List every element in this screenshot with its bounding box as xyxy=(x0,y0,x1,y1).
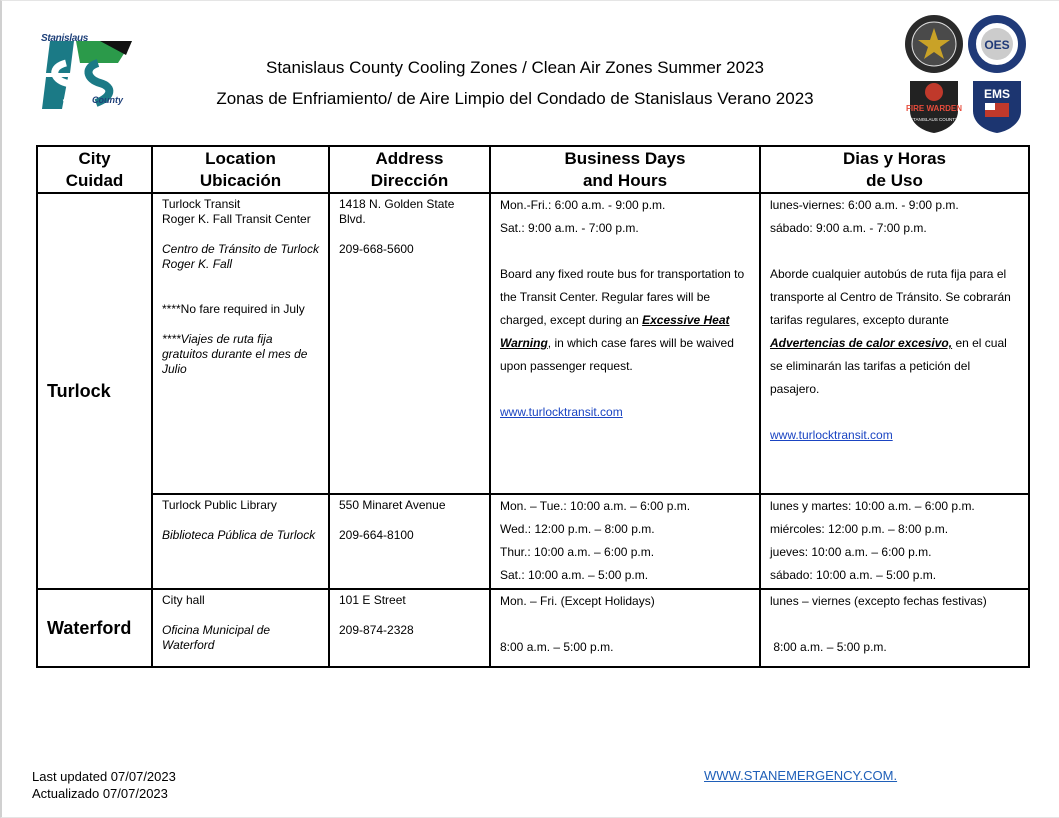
location-turlock-library xyxy=(152,494,329,589)
horas-dias: lunes – viernes (excepto fechas festivas) xyxy=(770,594,987,608)
header-city-en: City xyxy=(78,149,111,168)
address-turlock-library xyxy=(329,494,490,589)
stanemergency-link[interactable]: WWW.STANEMERGENCY.COM. xyxy=(704,768,898,783)
street-address: 1418 N. Golden State Blvd. xyxy=(339,197,455,226)
header-hours-line2: and Hours xyxy=(582,171,668,190)
transit-description-es xyxy=(770,263,1020,401)
location-subname-es: Roger K. Fall xyxy=(162,257,233,271)
header-address-es: Dirección xyxy=(370,171,449,190)
hours-line: Thur.: 10:00 a.m. – 6:00 p.m. xyxy=(500,545,655,559)
fire-warden-county: STANISLAUS COUNTY xyxy=(910,117,958,122)
desc-es-text-b: en el cual se eliminarán las tarifas a petición del pasajero. xyxy=(770,336,1007,396)
fare-note-es: ****Viajes de ruta fija gratuitos durante el mes de Julio xyxy=(162,332,308,376)
hours-en-waterford xyxy=(490,589,760,667)
excessive-heat-warning: Excessive Heat Warning xyxy=(500,313,730,350)
page-title-english: Stanislaus County Cooling Zones / Clean Air Zones Summer 2023 xyxy=(266,58,764,77)
header-location-es: Ubicación xyxy=(199,171,282,190)
stanislaus-county-logo xyxy=(40,33,132,113)
hours-en-turlock-transit xyxy=(490,193,760,494)
hours-en-turlock-library xyxy=(490,494,760,589)
ems-label: EMS xyxy=(983,87,1011,101)
last-updated-en: Last updated 07/07/2023 xyxy=(32,769,176,784)
location-name: Turlock Public Library xyxy=(162,498,277,512)
header-hours-es xyxy=(760,146,1029,193)
hours-weekday: Mon.-Fri.: 6:00 a.m. - 9:00 p.m. xyxy=(500,198,666,212)
location-name: Turlock Transit xyxy=(162,197,241,211)
desc-text-a: Board any fixed route bus for transportation to the Transit Center. Regular fares will be charged, except during an xyxy=(500,267,745,327)
header-location-en: Location xyxy=(205,149,276,168)
header-city-es: Cuidad xyxy=(65,171,124,190)
hours-es-waterford xyxy=(760,589,1029,667)
hours-es-turlock-transit xyxy=(760,193,1029,494)
desc-es-text-a: Aborde cualquier autobús de ruta fija para el transporte al Centro de Tránsito. Se cobrarán tarifas regulares, excepto durante xyxy=(770,267,1011,327)
table-row xyxy=(37,193,1029,494)
horas-line: jueves: 10:00 a.m. – 6:00 p.m. xyxy=(770,545,932,559)
cooling-zones-table xyxy=(36,145,1030,668)
hours-days: Mon. – Fri. (Except Holidays) xyxy=(500,594,655,608)
desc-text-b: , in which case fares will be waived upon passenger request. xyxy=(500,336,734,373)
horas-line: miércoles: 12:00 p.m. – 8:00 p.m. xyxy=(770,522,949,536)
horas-line: lunes y martes: 10:00 a.m. – 6:00 p.m. xyxy=(770,499,975,513)
last-updated xyxy=(32,768,176,802)
location-name: City hall xyxy=(162,593,205,607)
location-subname: Roger K. Fall Transit Center xyxy=(162,212,311,226)
header-horas-line2: de Uso xyxy=(866,171,923,190)
address-turlock-transit xyxy=(329,193,490,494)
header-city xyxy=(37,146,152,193)
hours-line: Wed.: 12:00 p.m. – 8:00 p.m. xyxy=(500,522,655,536)
hours-line: Mon. – Tue.: 10:00 a.m. – 6:00 p.m. xyxy=(500,499,691,513)
hours-line: Sat.: 10:00 a.m. – 5:00 p.m. xyxy=(500,568,649,582)
header-hours-en xyxy=(490,146,760,193)
location-waterford xyxy=(152,589,329,667)
horas-lunes-viernes: lunes-viernes: 6:00 a.m. - 9:00 p.m. xyxy=(770,198,959,212)
horas-sabado: sábado: 9:00 a.m. - 7:00 p.m. xyxy=(770,221,927,235)
header-address-en: Address xyxy=(375,149,444,168)
header-address xyxy=(329,146,490,193)
table-row xyxy=(37,589,1029,667)
location-name-es: Centro de Tránsito de Turlock xyxy=(162,242,319,256)
street-address: 101 E Street xyxy=(339,593,406,607)
logo-text-top: Stanislaus xyxy=(41,33,89,44)
phone-number: 209-668-5600 xyxy=(339,242,414,256)
fire-warden-badge-icon xyxy=(904,75,964,135)
logo-text-bottom: County xyxy=(92,95,123,105)
address-waterford xyxy=(329,589,490,667)
oes-label: OES xyxy=(984,38,1010,52)
turlock-transit-link-es[interactable]: www.turlocktransit.com xyxy=(770,428,893,442)
street-address: 550 Minaret Avenue xyxy=(339,498,446,512)
page-title-spanish: Zonas de Enfriamiento/ de Aire Limpio del Condado de Stanislaus Verano 2023 xyxy=(216,89,814,108)
city-waterford: Waterford xyxy=(37,589,152,667)
header-hours-line1: Business Days xyxy=(564,149,686,168)
ems-badge-icon xyxy=(967,75,1027,135)
hours-times: 8:00 a.m. – 5:00 p.m. xyxy=(500,640,614,654)
turlock-transit-link[interactable]: www.turlocktransit.com xyxy=(500,405,623,419)
transit-description xyxy=(500,263,751,378)
header-location xyxy=(152,146,329,193)
horas-line: sábado: 10:00 a.m. – 5:00 p.m. xyxy=(770,568,937,582)
hours-es-turlock-library xyxy=(760,494,1029,589)
location-turlock-transit xyxy=(152,193,329,494)
advertencias-calor: Advertencias de calor excesivo, xyxy=(770,336,953,350)
horas-tiempo: 8:00 a.m. – 5:00 p.m. xyxy=(770,640,887,654)
fire-warden-label: FIRE WARDEN xyxy=(906,104,962,113)
oes-seal-icon xyxy=(967,14,1027,74)
sheriff-seal-icon xyxy=(904,14,964,74)
hours-saturday: Sat.: 9:00 a.m. - 7:00 p.m. xyxy=(500,221,639,235)
header-horas-line1: Dias y Horas xyxy=(843,149,946,168)
table-row xyxy=(37,494,1029,589)
phone-number: 209-874-2328 xyxy=(339,623,414,637)
location-name-es: Oficina Municipal de Waterford xyxy=(162,623,271,652)
fare-note-en: ****No fare required in July xyxy=(162,302,305,316)
last-updated-es: Actualizado 07/07/2023 xyxy=(32,786,168,801)
phone-number: 209-664-8100 xyxy=(339,528,414,542)
table-header-row xyxy=(37,146,1029,193)
location-name-es: Biblioteca Pública de Turlock xyxy=(162,528,316,542)
city-turlock: Turlock xyxy=(37,193,152,589)
